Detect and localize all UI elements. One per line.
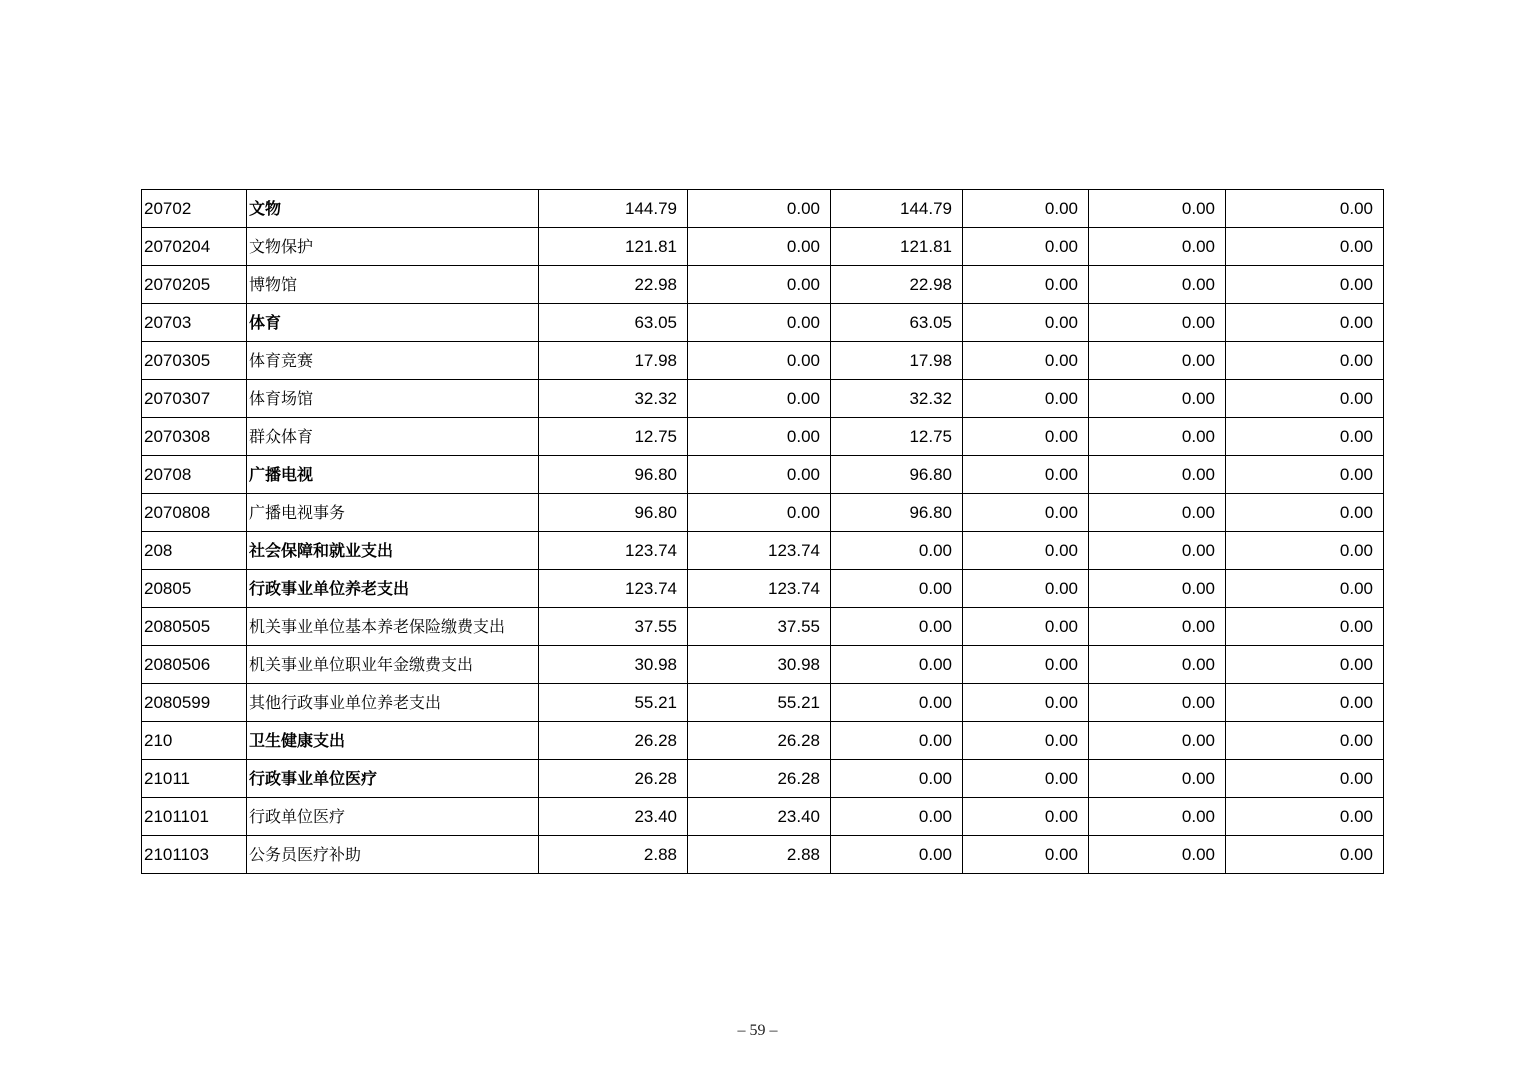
amount-cell: 0.00 <box>963 456 1089 494</box>
subject-name-cell: 社会保障和就业支出 <box>247 532 539 570</box>
amount-cell: 0.00 <box>688 228 831 266</box>
amount-cell: 0.00 <box>688 494 831 532</box>
amount-cell: 0.00 <box>688 456 831 494</box>
amount-cell: 0.00 <box>1089 266 1226 304</box>
amount-cell: 23.40 <box>539 798 688 836</box>
amount-cell: 2.88 <box>539 836 688 874</box>
amount-cell: 0.00 <box>1226 684 1384 722</box>
amount-cell: 0.00 <box>1089 304 1226 342</box>
amount-cell: 0.00 <box>688 380 831 418</box>
amount-cell: 0.00 <box>963 342 1089 380</box>
amount-cell: 123.74 <box>539 570 688 608</box>
subject-code-cell: 208 <box>142 532 247 570</box>
subject-code-cell: 2080506 <box>142 646 247 684</box>
amount-cell: 37.55 <box>539 608 688 646</box>
subject-name-cell: 体育 <box>247 304 539 342</box>
amount-cell: 12.75 <box>831 418 963 456</box>
subject-name-cell: 群众体育 <box>247 418 539 456</box>
amount-cell: 0.00 <box>1089 760 1226 798</box>
amount-cell: 0.00 <box>963 608 1089 646</box>
table-row <box>142 304 1384 342</box>
subject-name-cell: 体育竞赛 <box>247 342 539 380</box>
table-row <box>142 266 1384 304</box>
table-row <box>142 380 1384 418</box>
table-row <box>142 570 1384 608</box>
amount-cell: 0.00 <box>1089 456 1226 494</box>
amount-cell: 17.98 <box>539 342 688 380</box>
amount-cell: 96.80 <box>539 456 688 494</box>
table-row <box>142 494 1384 532</box>
amount-cell: 0.00 <box>963 190 1089 228</box>
amount-cell: 0.00 <box>1226 646 1384 684</box>
amount-cell: 0.00 <box>831 760 963 798</box>
table-row <box>142 684 1384 722</box>
amount-cell: 0.00 <box>688 342 831 380</box>
amount-cell: 0.00 <box>1226 760 1384 798</box>
subject-code-cell: 21011 <box>142 760 247 798</box>
amount-cell: 26.28 <box>688 760 831 798</box>
amount-cell: 0.00 <box>1089 494 1226 532</box>
subject-code-cell: 2070305 <box>142 342 247 380</box>
table-row <box>142 760 1384 798</box>
table-row <box>142 646 1384 684</box>
amount-cell: 17.98 <box>831 342 963 380</box>
amount-cell: 0.00 <box>831 798 963 836</box>
amount-cell: 0.00 <box>1089 836 1226 874</box>
amount-cell: 0.00 <box>963 722 1089 760</box>
amount-cell: 0.00 <box>1226 722 1384 760</box>
subject-name-cell: 机关事业单位职业年金缴费支出 <box>247 646 539 684</box>
amount-cell: 0.00 <box>1089 532 1226 570</box>
amount-cell: 0.00 <box>831 836 963 874</box>
amount-cell: 23.40 <box>688 798 831 836</box>
amount-cell: 0.00 <box>1226 228 1384 266</box>
amount-cell: 0.00 <box>831 684 963 722</box>
amount-cell: 0.00 <box>963 570 1089 608</box>
amount-cell: 0.00 <box>688 190 831 228</box>
amount-cell: 0.00 <box>1089 342 1226 380</box>
amount-cell: 0.00 <box>1226 532 1384 570</box>
amount-cell: 96.80 <box>831 456 963 494</box>
amount-cell: 0.00 <box>688 418 831 456</box>
table-row <box>142 456 1384 494</box>
amount-cell: 0.00 <box>1226 608 1384 646</box>
amount-cell: 0.00 <box>688 266 831 304</box>
amount-cell: 0.00 <box>963 646 1089 684</box>
table-row <box>142 836 1384 874</box>
amount-cell: 123.74 <box>688 570 831 608</box>
amount-cell: 0.00 <box>963 304 1089 342</box>
amount-cell: 0.00 <box>963 836 1089 874</box>
subject-code-cell: 2080505 <box>142 608 247 646</box>
subject-code-cell: 2101101 <box>142 798 247 836</box>
amount-cell: 0.00 <box>963 418 1089 456</box>
amount-cell: 123.74 <box>688 532 831 570</box>
subject-code-cell: 2070204 <box>142 228 247 266</box>
subject-code-cell: 20708 <box>142 456 247 494</box>
table-row <box>142 190 1384 228</box>
amount-cell: 0.00 <box>963 228 1089 266</box>
amount-cell: 0.00 <box>1089 570 1226 608</box>
subject-name-cell: 文物 <box>247 190 539 228</box>
amount-cell: 0.00 <box>963 266 1089 304</box>
amount-cell: 0.00 <box>1226 304 1384 342</box>
amount-cell: 0.00 <box>963 494 1089 532</box>
subject-name-cell: 公务员医疗补助 <box>247 836 539 874</box>
amount-cell: 121.81 <box>831 228 963 266</box>
amount-cell: 0.00 <box>1226 380 1384 418</box>
subject-name-cell: 行政单位医疗 <box>247 798 539 836</box>
amount-cell: 22.98 <box>539 266 688 304</box>
amount-cell: 0.00 <box>1089 228 1226 266</box>
amount-cell: 0.00 <box>963 380 1089 418</box>
subject-name-cell: 广播电视 <box>247 456 539 494</box>
amount-cell: 0.00 <box>831 722 963 760</box>
amount-cell: 0.00 <box>1089 608 1226 646</box>
amount-cell: 0.00 <box>1226 836 1384 874</box>
amount-cell: 0.00 <box>831 646 963 684</box>
amount-cell: 0.00 <box>1226 456 1384 494</box>
subject-name-cell: 行政事业单位养老支出 <box>247 570 539 608</box>
amount-cell: 0.00 <box>1089 684 1226 722</box>
amount-cell: 0.00 <box>688 304 831 342</box>
amount-cell: 12.75 <box>539 418 688 456</box>
amount-cell: 0.00 <box>1089 798 1226 836</box>
amount-cell: 55.21 <box>688 684 831 722</box>
subject-name-cell: 文物保护 <box>247 228 539 266</box>
amount-cell: 0.00 <box>963 532 1089 570</box>
amount-cell: 0.00 <box>1226 342 1384 380</box>
subject-code-cell: 20703 <box>142 304 247 342</box>
amount-cell: 144.79 <box>831 190 963 228</box>
amount-cell: 0.00 <box>1226 418 1384 456</box>
amount-cell: 32.32 <box>539 380 688 418</box>
amount-cell: 30.98 <box>688 646 831 684</box>
amount-cell: 0.00 <box>1089 418 1226 456</box>
subject-code-cell: 210 <box>142 722 247 760</box>
amount-cell: 30.98 <box>539 646 688 684</box>
amount-cell: 26.28 <box>688 722 831 760</box>
subject-code-cell: 2070205 <box>142 266 247 304</box>
subject-name-cell: 广播电视事务 <box>247 494 539 532</box>
amount-cell: 55.21 <box>539 684 688 722</box>
amount-cell: 0.00 <box>963 798 1089 836</box>
amount-cell: 0.00 <box>1226 190 1384 228</box>
amount-cell: 32.32 <box>831 380 963 418</box>
table-row <box>142 418 1384 456</box>
amount-cell: 0.00 <box>831 570 963 608</box>
amount-cell: 0.00 <box>1089 380 1226 418</box>
amount-cell: 0.00 <box>1226 266 1384 304</box>
table-row <box>142 798 1384 836</box>
amount-cell: 0.00 <box>831 608 963 646</box>
subject-code-cell: 2080599 <box>142 684 247 722</box>
table-row <box>142 342 1384 380</box>
amount-cell: 26.28 <box>539 722 688 760</box>
amount-cell: 0.00 <box>963 760 1089 798</box>
subject-name-cell: 行政事业单位医疗 <box>247 760 539 798</box>
amount-cell: 22.98 <box>831 266 963 304</box>
amount-cell: 123.74 <box>539 532 688 570</box>
amount-cell: 0.00 <box>831 532 963 570</box>
amount-cell: 0.00 <box>1226 570 1384 608</box>
amount-cell: 0.00 <box>1226 798 1384 836</box>
amount-cell: 96.80 <box>539 494 688 532</box>
table-row <box>142 532 1384 570</box>
amount-cell: 0.00 <box>963 684 1089 722</box>
amount-cell: 0.00 <box>1089 722 1226 760</box>
amount-cell: 0.00 <box>1089 646 1226 684</box>
amount-cell: 0.00 <box>1089 190 1226 228</box>
table-row <box>142 228 1384 266</box>
subject-name-cell: 博物馆 <box>247 266 539 304</box>
subject-code-cell: 20702 <box>142 190 247 228</box>
amount-cell: 121.81 <box>539 228 688 266</box>
amount-cell: 63.05 <box>539 304 688 342</box>
subject-name-cell: 其他行政事业单位养老支出 <box>247 684 539 722</box>
amount-cell: 96.80 <box>831 494 963 532</box>
page-number: – 59 – <box>737 1022 778 1039</box>
subject-name-cell: 体育场馆 <box>247 380 539 418</box>
subject-name-cell: 卫生健康支出 <box>247 722 539 760</box>
amount-cell: 26.28 <box>539 760 688 798</box>
amount-cell: 2.88 <box>688 836 831 874</box>
subject-code-cell: 2101103 <box>142 836 247 874</box>
subject-code-cell: 2070308 <box>142 418 247 456</box>
amount-cell: 63.05 <box>831 304 963 342</box>
subject-code-cell: 2070307 <box>142 380 247 418</box>
table-row <box>142 722 1384 760</box>
subject-code-cell: 2070808 <box>142 494 247 532</box>
amount-cell: 0.00 <box>1226 494 1384 532</box>
table-row <box>142 608 1384 646</box>
amount-cell: 144.79 <box>539 190 688 228</box>
table-body <box>142 190 1384 874</box>
subject-code-cell: 20805 <box>142 570 247 608</box>
subject-name-cell: 机关事业单位基本养老保险缴费支出 <box>247 608 539 646</box>
amount-cell: 37.55 <box>688 608 831 646</box>
budget-table <box>141 189 1384 874</box>
